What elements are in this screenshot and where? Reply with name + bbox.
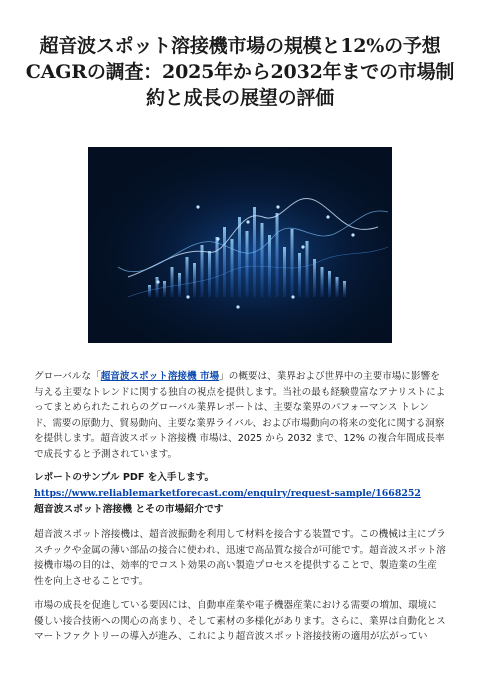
hero-bar (193, 263, 196, 297)
market-link[interactable]: 超音波スポット溶接機 市場 (100, 371, 220, 382)
hero-bar (268, 235, 271, 297)
sample-url-link[interactable]: https://www.reliablemarketforecast.com/enquiry/request-sample/1668252 (34, 487, 421, 499)
hero-dot (216, 237, 219, 240)
sample-request (34, 470, 446, 501)
hero-bar (246, 231, 249, 297)
hero-image (88, 147, 392, 343)
intro-paragraph (34, 369, 446, 462)
hero-bar (201, 245, 204, 297)
hero-bar (163, 281, 166, 297)
hero-bar (321, 267, 324, 297)
hero-bar (336, 277, 339, 297)
hero-bar (276, 213, 279, 297)
hero-dot (186, 295, 189, 298)
paragraph-1: 超音波スポット溶接機は、超音波振動を利用して材料を接合する装置です。この機械は主にプラスチックや金属の薄い部品の接合に使われ、迅速で高品質な接合が可能です。超音波スポット溶接機市場の目的は、効率的でコスト効果の高い製造プロセスを提供することで、製造業の生産性を向上させることです。 (34, 529, 446, 587)
intro-suffix: 」の概要は、業界および世界中の主要市場に影響を与える主要なトレンドに関する独自の視点を提供します。当社の最も経験豊富なアナリストによってまとめられたこれらのグローバル業界レポートは、主要な業界のパフォーマンス トレンド、需要の原動力、貿易動向、主要な業界ライバル、および市場動向の将来の変化に関する洞察を提供します。超音波スポット溶接機 市場は、2025 から 2032 まで、12% の複合年間成長率で成長すると予測されています。 (34, 371, 446, 460)
hero-dot (291, 295, 294, 298)
hero-dot (236, 305, 239, 308)
hero-bar (313, 259, 316, 297)
page-title: 超音波スポット溶接機市場の規模と12%の予想CAGRの調査：2025年から2032年までの市場制約と成長の展望の評価 (25, 35, 455, 109)
abstract-chart-illustration (88, 147, 392, 343)
hero-bar (298, 253, 301, 297)
hero-bar (283, 247, 286, 297)
hero-bar (208, 251, 211, 297)
hero-dot (301, 245, 304, 248)
hero-bar (343, 281, 346, 297)
hero-dot (156, 280, 159, 283)
hero-dot (196, 205, 199, 208)
hero-bar (216, 237, 219, 297)
hero-bar (238, 217, 241, 297)
hero-bar (328, 271, 331, 297)
hero-bar (171, 267, 174, 297)
hero-bar (261, 223, 264, 297)
paragraph-2: 市場の成長を促進している要因には、自動車産業や電子機器産業における需要の増加、環境に優しい接合技術への関心の高まり、そして素材の多様化があります。さらに、業界は自動化とスマートファクトリーの導入が進み、これにより超音波スポット溶接技術の適用が広がってい (34, 600, 446, 642)
hero-bar (306, 241, 309, 297)
intro-prefix: グローバルな「 (34, 371, 101, 382)
sample-label: レポートのサンプル PDF を入手します。 (34, 472, 215, 483)
hero-dot (276, 205, 279, 208)
hero-bar (231, 239, 234, 297)
hero-dot (351, 233, 354, 236)
hero-bar (223, 227, 226, 297)
hero-bar (186, 257, 189, 297)
hero-bar (156, 277, 159, 297)
hero-bar (291, 229, 294, 297)
hero-dot (326, 215, 329, 218)
section-heading: 超音波スポット溶接機 とその市場紹介です (34, 504, 224, 515)
hero-dot (246, 220, 249, 223)
